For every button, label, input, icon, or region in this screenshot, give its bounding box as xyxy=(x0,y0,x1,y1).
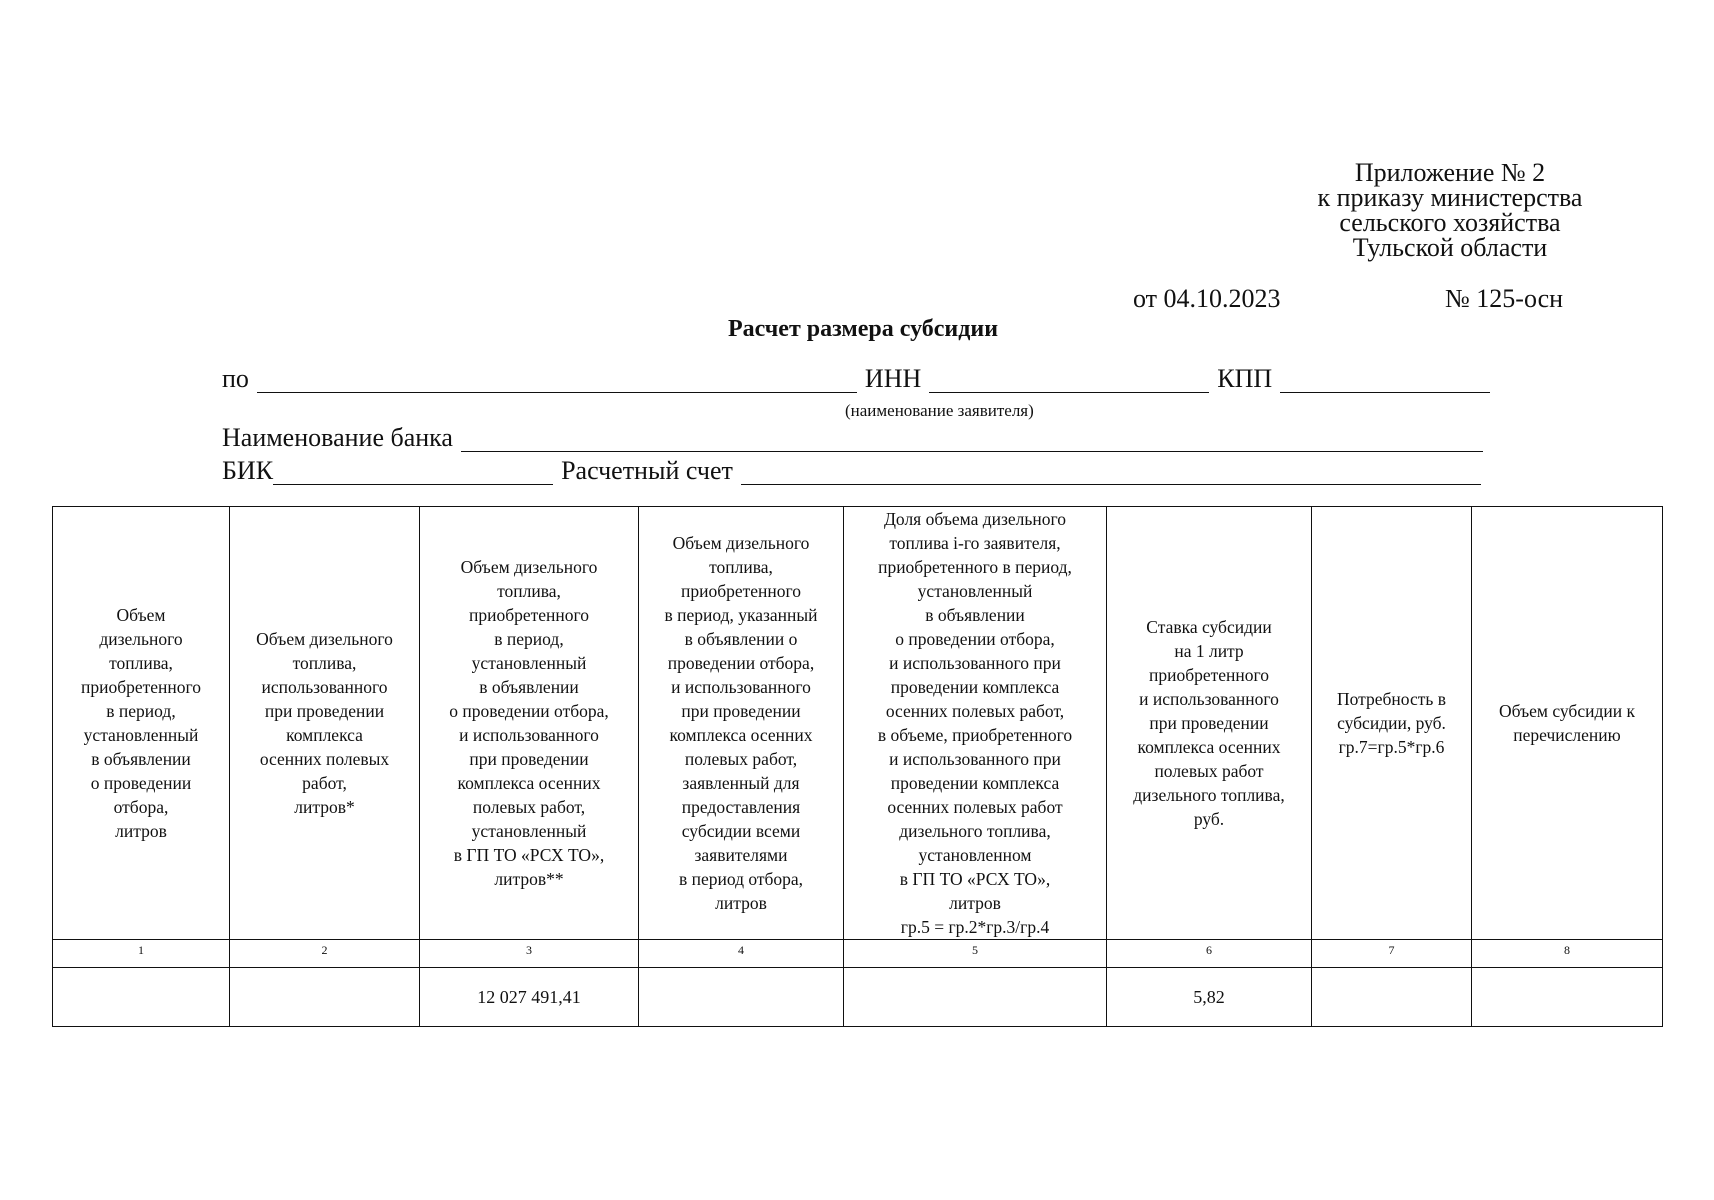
column-number-6: 6 xyxy=(1107,940,1312,968)
header-cell xyxy=(230,507,420,940)
value-cell-2[interactable] xyxy=(230,968,420,1027)
appendix-header xyxy=(1250,160,1650,260)
table-row xyxy=(53,968,1663,1027)
header-cell xyxy=(1107,507,1312,940)
page-title: Расчет размера субсидии xyxy=(727,316,999,342)
value-cell-4[interactable] xyxy=(639,968,844,1027)
header-cell xyxy=(53,507,230,940)
appendix-line-3: сельского хозяйства xyxy=(1339,208,1561,237)
column-number-5: 5 xyxy=(844,940,1107,968)
inn-field[interactable] xyxy=(929,370,1209,393)
header-text-4: Объем дизельного топлива, приобретенного в период, указанный в объявлении о проведении отбора, и использованного при проведении комплекса осенних полевых работ, заявленный для предоставления субсидии всеми заявителями в период отбора, литров xyxy=(664,533,818,913)
header-text-8: Объем субсидии к перечислению xyxy=(1499,701,1635,745)
account-field[interactable] xyxy=(741,462,1481,485)
inn-label: ИНН xyxy=(864,364,922,393)
applicant-caption: (наименование заявителя) xyxy=(845,401,1034,420)
kpp-label: КПП xyxy=(1217,364,1273,393)
applicant-name-field[interactable] xyxy=(257,370,857,393)
bik-row xyxy=(222,457,1481,485)
applicant-row xyxy=(222,365,1490,393)
header-cell xyxy=(1312,507,1472,940)
header-cell xyxy=(639,507,844,940)
column-number-8: 8 xyxy=(1472,940,1663,968)
header-cell xyxy=(844,507,1107,940)
account-label: Расчетный счет xyxy=(561,456,733,485)
value-cell-1[interactable] xyxy=(53,968,230,1027)
order-date: от 04.10.2023 xyxy=(1133,284,1281,313)
column-number-row xyxy=(53,940,1663,968)
header-text-7: Потребность в субсидии, руб. гр.7=гр.5*гр.6 xyxy=(1336,689,1447,757)
header-text-2: Объем дизельного топлива, использованного при проведении комплекса осенних полевых работ, литров* xyxy=(256,629,393,817)
value-cell-6[interactable]: 5,82 xyxy=(1107,968,1312,1027)
appendix-line-2: к приказу министерства xyxy=(1317,183,1583,212)
value-cell-5[interactable] xyxy=(844,968,1107,1027)
subsidy-table xyxy=(52,506,1663,1027)
appendix-line-1: Приложение № 2 xyxy=(1354,158,1546,187)
bik-field[interactable] xyxy=(273,462,553,485)
bik-label: БИК xyxy=(222,456,274,485)
header-text-3: Объем дизельного топлива, приобретенного в период, установленный в объявлении о проведении отбора, и использованного при проведении комплекса осенних полевых работ, установленный в ГП ТО «РСХ ТО», литров** xyxy=(449,557,609,889)
table-header-row xyxy=(53,507,1663,940)
column-number-7: 7 xyxy=(1312,940,1472,968)
header-text-5: Доля объема дизельного топлива i-го заявителя, приобретенного в период, установленный в объявлении о проведении отбора, и использованного при проведении комплекса осенних полевых работ, в объеме, приобретенного и использованного при проведении комплекса осенних полевых работ дизельного топлива, установленном в ГП ТО «РСХ ТО», литров гр.5 = гр.2*гр.3/гр.4 xyxy=(877,509,1073,937)
bank-name-field[interactable] xyxy=(461,429,1483,452)
kpp-field[interactable] xyxy=(1280,370,1490,393)
appendix-line-4: Тульской области xyxy=(1352,233,1548,262)
column-number-4: 4 xyxy=(639,940,844,968)
value-cell-8[interactable] xyxy=(1472,968,1663,1027)
column-number-3: 3 xyxy=(420,940,639,968)
bank-row xyxy=(222,424,1483,452)
bank-label: Наименование банка xyxy=(222,423,453,452)
header-text-6: Ставка субсидии на 1 литр приобретенного и использованного при проведении комплекса осенних полевых работ дизельного топлива, руб. xyxy=(1133,617,1285,829)
header-cell xyxy=(420,507,639,940)
order-number: № 125-осн xyxy=(1445,284,1564,313)
column-number-1: 1 xyxy=(53,940,230,968)
header-text-1: Объем дизельного топлива, приобретенного в период, установленный в объявлении о проведении отбора, литров xyxy=(80,605,202,841)
value-cell-3[interactable]: 12 027 491,41 xyxy=(420,968,639,1027)
header-cell xyxy=(1472,507,1663,940)
value-cell-7[interactable] xyxy=(1312,968,1472,1027)
po-label: по xyxy=(222,364,249,393)
column-number-2: 2 xyxy=(230,940,420,968)
